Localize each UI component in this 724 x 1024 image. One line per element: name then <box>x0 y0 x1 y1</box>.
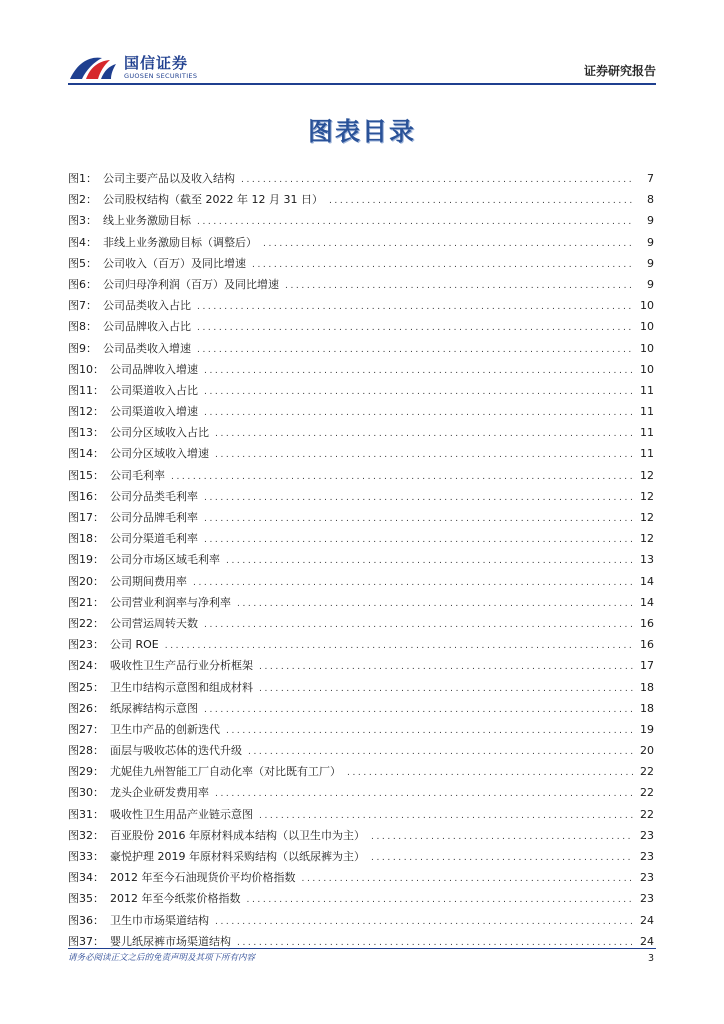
toc-entry[interactable] <box>68 401 656 422</box>
toc-dot-leader <box>204 382 634 403</box>
toc-entry[interactable] <box>68 761 656 782</box>
toc-figure-title: 纸尿裤结构示意图 <box>110 701 198 715</box>
toc-figure-number: 图26： <box>68 701 104 715</box>
toc-entry[interactable] <box>68 316 656 337</box>
toc-entry[interactable] <box>68 338 656 359</box>
toc-page-number: 10 <box>640 362 654 376</box>
toc-dot-leader <box>197 212 634 233</box>
toc-entry[interactable] <box>68 571 656 592</box>
toc-page-number: 23 <box>640 828 654 842</box>
toc-figure-title: 线上业务激励目标 <box>103 214 191 228</box>
toc-page-number: 18 <box>640 680 654 694</box>
toc-entry[interactable] <box>68 740 656 761</box>
toc-dot-leader <box>226 721 634 742</box>
toc-figure-title: 公司品牌收入占比 <box>103 320 191 334</box>
toc-page-number: 12 <box>640 511 654 524</box>
toc-dot-leader <box>241 170 634 191</box>
toc-page-number: 22 <box>640 786 654 800</box>
toc-figure-title: 尤妮佳九州智能工厂自动化率（对比既有工厂） <box>110 765 341 779</box>
toc-figure-number: 图7： <box>68 299 97 313</box>
toc-dot-leader <box>259 806 634 827</box>
toc-entry[interactable] <box>68 168 656 189</box>
toc-page-number: 11 <box>640 383 654 397</box>
toc-figure-number: 图11： <box>68 383 104 397</box>
toc-dot-leader <box>204 509 634 530</box>
toc-figure-title: 公司分区域收入增速 <box>110 447 209 461</box>
toc-entry[interactable] <box>68 507 656 528</box>
toc-figure-number: 图3： <box>68 214 97 228</box>
toc-entry[interactable] <box>68 274 656 295</box>
toc-page-number: 22 <box>640 807 654 821</box>
toc-page-number: 18 <box>640 701 654 715</box>
toc-page-number: 9 <box>647 277 654 291</box>
toc-page-number: 12 <box>640 532 654 546</box>
toc-figure-title: 2012 年至今纸浆价格指数 <box>110 892 241 906</box>
toc-figure-number: 图16： <box>68 489 104 503</box>
toc-entry[interactable] <box>68 613 656 634</box>
toc-entry[interactable] <box>68 528 656 549</box>
toc-dot-leader <box>259 679 634 700</box>
toc-figure-title: 公司营运周转天数 <box>110 616 198 630</box>
toc-entry[interactable] <box>68 782 656 803</box>
toc-dot-leader <box>237 594 634 615</box>
toc-entry[interactable] <box>68 634 656 655</box>
toc-figure-title: 公司分区域收入占比 <box>110 426 209 440</box>
toc-entry[interactable] <box>68 867 656 888</box>
toc-entry[interactable] <box>68 359 656 380</box>
toc-dot-leader <box>204 615 634 636</box>
toc-figure-title: 卫生巾结构示意图和组成材料 <box>110 680 253 694</box>
toc-figure-title: 卫生巾产品的创新迭代 <box>110 722 220 736</box>
toc-figure-number: 图34： <box>68 871 104 885</box>
toc-figure-title: 百亚股份 2016 年原材料成本结构（以卫生巾为主） <box>110 828 365 842</box>
toc-entry[interactable] <box>68 549 656 570</box>
table-of-figures <box>68 168 656 952</box>
header-divider <box>68 83 656 85</box>
toc-figure-number: 图25： <box>68 680 104 694</box>
toc-figure-title: 公司分渠道毛利率 <box>110 532 198 546</box>
toc-entry[interactable] <box>68 655 656 676</box>
toc-entry[interactable] <box>68 189 656 210</box>
toc-page-number: 11 <box>640 447 654 461</box>
page-header <box>68 50 656 84</box>
toc-figure-number: 图10： <box>68 362 104 376</box>
toc-entry[interactable] <box>68 719 656 740</box>
logo-english-name: GUOSEN SECURITIES <box>124 72 198 80</box>
toc-page-number: 14 <box>640 595 654 609</box>
toc-page-number: 16 <box>640 616 654 630</box>
toc-figure-number: 图17： <box>68 511 104 524</box>
toc-entry[interactable] <box>68 486 656 507</box>
toc-page-number: 8 <box>647 193 654 207</box>
toc-figure-number: 图37： <box>68 934 104 948</box>
toc-figure-number: 图8： <box>68 320 97 334</box>
toc-dot-leader <box>263 234 634 255</box>
toc-figure-title: 公司股权结构（截至 2022 年 12 月 31 日） <box>103 193 323 207</box>
toc-figure-title: 卫生巾市场渠道结构 <box>110 913 209 927</box>
guosen-logo-icon <box>68 52 118 82</box>
toc-page-number: 24 <box>640 913 654 927</box>
toc-dot-leader <box>329 191 634 212</box>
toc-entry[interactable] <box>68 380 656 401</box>
toc-figure-number: 图30： <box>68 786 104 800</box>
toc-page-number: 23 <box>640 892 654 906</box>
toc-figure-number: 图21： <box>68 595 104 609</box>
toc-figure-title: 公司分品类毛利率 <box>110 489 198 503</box>
toc-page-number: 9 <box>647 235 654 249</box>
toc-dot-leader <box>204 361 634 382</box>
toc-figure-number: 图20： <box>68 574 104 588</box>
toc-figure-number: 图9： <box>68 341 97 355</box>
toc-dot-leader <box>226 551 634 572</box>
toc-dot-leader <box>371 827 634 848</box>
toc-figure-title: 公司渠道收入增速 <box>110 405 198 419</box>
toc-dot-leader <box>247 890 635 911</box>
company-logo <box>68 50 197 84</box>
toc-entry[interactable] <box>68 232 656 253</box>
toc-figure-title: 龙头企业研发费用率 <box>110 786 209 800</box>
toc-figure-number: 图35： <box>68 892 104 906</box>
toc-figure-number: 图12： <box>68 405 104 419</box>
toc-entry[interactable] <box>68 443 656 464</box>
toc-dot-leader <box>215 445 634 466</box>
toc-dot-leader <box>204 403 634 424</box>
toc-dot-leader <box>237 933 634 954</box>
toc-entry[interactable] <box>68 465 656 486</box>
toc-page-number: 22 <box>640 765 654 779</box>
toc-figure-number: 图4： <box>68 235 97 249</box>
toc-figure-title: 吸收性卫生产品行业分析框架 <box>110 659 253 673</box>
toc-dot-leader <box>248 742 634 763</box>
toc-figure-title: 公司品牌收入增速 <box>110 362 198 376</box>
toc-entry[interactable] <box>68 295 656 316</box>
toc-entry[interactable] <box>68 804 656 825</box>
toc-page-number: 10 <box>640 341 654 355</box>
toc-page-number: 9 <box>647 256 654 270</box>
toc-entry[interactable] <box>68 825 656 846</box>
toc-dot-leader <box>197 318 634 339</box>
toc-figure-title: 非线上业务激励目标（调整后） <box>103 235 257 249</box>
toc-page-number: 9 <box>647 214 654 228</box>
toc-dot-leader <box>197 297 634 318</box>
toc-figure-number: 图24： <box>68 659 104 673</box>
toc-page-number: 23 <box>640 871 654 885</box>
footer-disclaimer: 请务必阅读正文之后的免责声明及其项下所有内容 <box>68 953 256 963</box>
toc-figure-title: 公司归母净利润（百万）及同比增速 <box>103 277 279 291</box>
toc-entry[interactable] <box>68 210 656 231</box>
toc-figure-number: 图23： <box>68 638 104 652</box>
toc-dot-leader <box>165 636 634 657</box>
toc-page-number: 10 <box>640 320 654 334</box>
toc-page-number: 16 <box>640 638 654 652</box>
toc-page-number: 20 <box>640 744 654 758</box>
toc-page-number: 7 <box>647 172 654 185</box>
toc-page-number: 23 <box>640 850 654 863</box>
toc-page-number: 14 <box>640 574 654 588</box>
toc-figure-number: 图18： <box>68 532 104 546</box>
toc-entry[interactable] <box>68 677 656 698</box>
page-number: 3 <box>647 953 654 964</box>
toc-figure-title: 豪悦护理 2019 年原材料采购结构（以纸尿裤为主） <box>110 850 365 863</box>
toc-figure-number: 图29： <box>68 765 104 779</box>
toc-dot-leader <box>252 255 634 276</box>
toc-page-number: 10 <box>640 299 654 313</box>
toc-dot-leader <box>204 488 634 509</box>
page-title: 图表目录 <box>307 117 416 146</box>
toc-page-number: 12 <box>640 489 654 503</box>
footer-divider <box>68 948 656 949</box>
report-type-label: 证券研究报告 <box>583 64 656 78</box>
toc-figure-title: 公司营业利润率与净利率 <box>110 595 231 609</box>
toc-dot-leader <box>204 700 634 721</box>
toc-figure-number: 图27： <box>68 722 104 736</box>
toc-dot-leader <box>193 573 634 594</box>
toc-figure-title: 公司分市场区域毛利率 <box>110 553 220 567</box>
toc-figure-title: 公司品类收入占比 <box>103 299 191 313</box>
toc-figure-number: 图6： <box>68 277 97 291</box>
toc-entry[interactable] <box>68 253 656 274</box>
toc-figure-title: 公司收入（百万）及同比增速 <box>103 256 246 270</box>
toc-figure-number: 图13： <box>68 426 104 440</box>
toc-dot-leader <box>259 657 634 678</box>
toc-entry[interactable] <box>68 422 656 443</box>
toc-entry[interactable] <box>68 592 656 613</box>
toc-page-number: 13 <box>640 553 654 567</box>
toc-figure-title: 公司毛利率 <box>110 468 165 482</box>
toc-figure-title: 婴儿纸尿裤市场渠道结构 <box>110 934 231 948</box>
toc-dot-leader <box>197 340 634 361</box>
toc-figure-number: 图2： <box>68 193 97 207</box>
toc-entry[interactable] <box>68 910 656 931</box>
toc-figure-number: 图15： <box>68 468 104 482</box>
toc-figure-number: 图33： <box>68 850 104 863</box>
toc-figure-number: 图1： <box>68 172 97 185</box>
toc-figure-number: 图28： <box>68 744 104 758</box>
toc-entry[interactable] <box>68 888 656 909</box>
toc-dot-leader <box>285 276 634 297</box>
toc-entry[interactable] <box>68 698 656 719</box>
toc-figure-title: 2012 年至今石油现货价平均价格指数 <box>110 871 296 885</box>
toc-dot-leader <box>215 912 634 933</box>
toc-figure-title: 公司分品牌毛利率 <box>110 511 198 524</box>
toc-page-number: 17 <box>640 659 654 673</box>
toc-figure-number: 图19： <box>68 553 104 567</box>
toc-figure-title: 公司渠道收入占比 <box>110 383 198 397</box>
toc-dot-leader <box>215 424 634 445</box>
toc-figure-number: 图36： <box>68 913 104 927</box>
toc-figure-number: 图31： <box>68 807 104 821</box>
toc-figure-number: 图14： <box>68 447 104 461</box>
toc-figure-title: 面层与吸收芯体的迭代升级 <box>110 744 242 758</box>
toc-dot-leader <box>302 869 635 890</box>
toc-figure-title: 公司期间费用率 <box>110 574 187 588</box>
logo-chinese-name: 国信证券 <box>124 54 189 72</box>
toc-figure-number: 图32： <box>68 828 104 842</box>
toc-entry[interactable] <box>68 846 656 867</box>
toc-figure-number: 图5： <box>68 256 97 270</box>
toc-dot-leader <box>215 784 634 805</box>
toc-page-number: 11 <box>640 426 654 440</box>
toc-dot-leader <box>371 848 634 869</box>
toc-figure-title: 公司 ROE <box>110 638 159 652</box>
toc-figure-title: 吸收性卫生用品产业链示意图 <box>110 807 253 821</box>
toc-page-number: 12 <box>640 468 654 482</box>
toc-figure-title: 公司品类收入增速 <box>103 341 191 355</box>
toc-figure-number: 图22： <box>68 616 104 630</box>
toc-page-number: 11 <box>640 405 654 419</box>
toc-dot-leader <box>204 530 634 551</box>
toc-page-number: 19 <box>640 722 654 736</box>
toc-figure-title: 公司主要产品以及收入结构 <box>103 172 235 185</box>
toc-page-number: 24 <box>640 934 654 948</box>
toc-dot-leader <box>347 763 634 784</box>
toc-dot-leader <box>171 467 634 488</box>
